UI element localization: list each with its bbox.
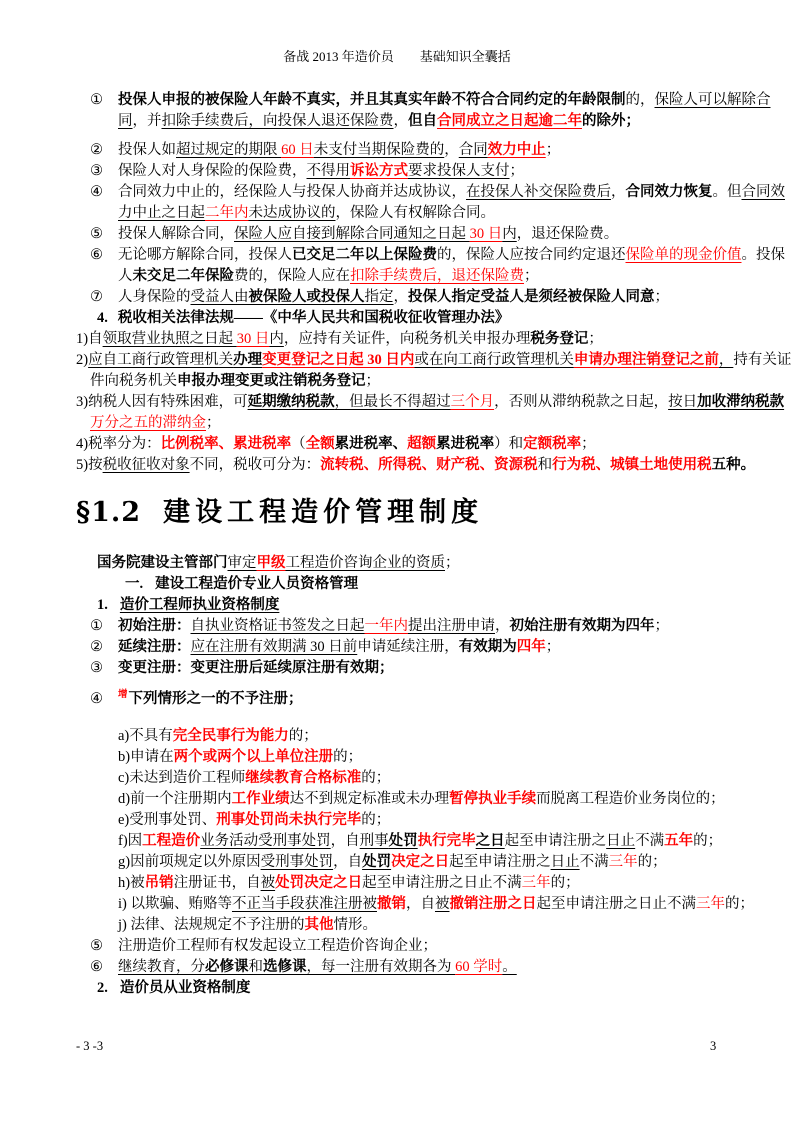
text-segment: 合同效力中止的，经保险人与投保人协商并达成协议，: [118, 184, 466, 200]
list-marker: ⑤: [90, 226, 103, 242]
text-segment: ，: [393, 289, 408, 305]
text-segment: 税收相关法律法规——《中华人民共和国税收征收管理办法》: [117, 310, 510, 326]
item-paren: [0, 329, 794, 350]
text-segment: 费的，保险人应在: [234, 268, 350, 284]
text-segment: 投保人解除合同，: [118, 226, 234, 242]
text-segment: 和: [248, 959, 263, 975]
text-segment: 的除外；: [582, 113, 640, 129]
text-segment: 一年内: [364, 618, 408, 634]
item-letter: [0, 768, 794, 789]
text-segment: 合同效力中止之日起: [118, 184, 785, 221]
item-letter: [0, 873, 794, 894]
text-segment: 内: [269, 331, 284, 347]
text-segment: 合同: [458, 142, 488, 158]
text-segment: 保险单的现金价值: [625, 247, 742, 263]
page-header: [0, 0, 794, 67]
text-segment: 30 日: [469, 226, 503, 242]
text-segment: ；: [365, 373, 380, 389]
text-segment: 三年: [695, 896, 725, 912]
text-segment: 投保人指定受益人是须经被保险人同意: [408, 289, 655, 305]
text-segment: 税率分为：: [88, 436, 161, 452]
text-segment: 三年: [608, 854, 638, 870]
text-segment: 。但: [712, 184, 742, 200]
text-segment: 办理: [233, 352, 263, 368]
text-segment: 的；: [550, 875, 580, 891]
text-segment: 四年: [516, 639, 546, 655]
text-segment: 不得用: [306, 163, 350, 179]
text-segment: ，应持有关证件，向税务机关申报办理: [283, 331, 531, 347]
text-segment: ，否则从滞纳税款之日起，: [494, 394, 669, 410]
item-circle: [0, 287, 794, 308]
text-segment: 有效期为: [458, 639, 517, 655]
footer-page-number: 3: [710, 1039, 717, 1053]
text-segment: 累进税率、: [334, 436, 408, 452]
list-marker: 一.: [125, 576, 144, 592]
list-marker: 4): [76, 436, 89, 452]
text-segment: 在投保人补交保险费后: [466, 184, 611, 200]
list-marker: ②: [90, 639, 103, 655]
item-circle: [0, 685, 794, 710]
item-circle: [0, 658, 794, 679]
text-segment: 业务活动受刑事处罚: [200, 833, 331, 849]
text-segment: 起至申请注册之日止不满: [536, 896, 696, 912]
text-segment: ，: [495, 618, 510, 634]
text-segment: 继续教育，分: [118, 959, 205, 975]
text-segment: ；: [445, 555, 460, 571]
text-segment: 定额税率: [523, 436, 582, 452]
text-segment: 必修课: [205, 959, 249, 975]
text-segment: 自: [88, 331, 103, 347]
text-segment: ；: [654, 289, 669, 305]
text-segment: 处罚: [388, 833, 418, 849]
text-segment: 工作业绩: [231, 791, 290, 807]
text-segment: 造价工程师执业资格制度: [119, 597, 280, 613]
text-segment: 下列情形之一的不予注册；: [128, 691, 303, 707]
list-marker: ⑥: [90, 247, 103, 263]
text-segment: 注册造价工程师有权发起设立工程造价咨询企业；: [118, 938, 437, 954]
text-segment: 被: [434, 896, 450, 912]
list-marker: i): [118, 896, 131, 912]
text-segment: 延续注册：: [118, 639, 191, 655]
text-segment: 的，保险人应按合同约定退还: [437, 247, 626, 263]
text-segment: ，: [718, 352, 734, 368]
list-marker: ④: [90, 691, 103, 707]
text-segment: 内: [502, 226, 517, 242]
text-segment: 或在向工商行政管理机关: [414, 352, 574, 368]
text-segment: 和: [537, 457, 553, 473]
text-segment: ，自: [330, 833, 360, 849]
text-segment: 日止: [606, 833, 636, 849]
text-segment: （: [291, 436, 306, 452]
text-segment: 而脱离工程造价业务岗位的；: [536, 791, 725, 807]
text-segment: 注册证书，自: [173, 875, 261, 891]
item-paren: [0, 350, 794, 392]
document-body: [0, 90, 794, 999]
text-segment: ，每一注册有效期各为: [306, 959, 456, 975]
text-segment: 受刑事处罚: [260, 854, 334, 870]
text-segment: 二年内: [205, 205, 249, 221]
heading-num: [0, 595, 794, 616]
list-marker: j): [118, 917, 131, 933]
text-segment: ，: [393, 113, 408, 129]
list-marker: 3): [76, 394, 89, 410]
text-segment: 的；: [361, 812, 391, 828]
text-segment: 扣除手续费后，退还保险费: [350, 268, 524, 284]
text-segment: 初始注册有效期为四年: [509, 618, 655, 634]
list-marker: ①: [90, 92, 103, 108]
text-segment: 投保人如: [118, 142, 176, 158]
text-segment: 领取营业执照之日起: [102, 331, 237, 347]
list-marker: 4.: [97, 310, 108, 326]
list-marker: ⑤: [90, 938, 103, 954]
list-marker: d): [118, 791, 131, 807]
text-segment: 起至申请注册之日止不满: [362, 875, 522, 891]
text-segment: 万分之五的滞纳金: [90, 415, 206, 431]
text-segment: 行为税、城镇土地使用税: [552, 457, 712, 473]
item-letter: [0, 831, 794, 852]
text-segment: 按日: [668, 394, 698, 410]
text-segment: ；: [206, 415, 221, 431]
text-segment: ，: [444, 142, 459, 158]
text-segment: 已交足二年以上保险费: [292, 247, 437, 263]
text-segment: 处罚决定之日: [275, 875, 363, 891]
text-segment: 要求投保人支付: [408, 163, 510, 179]
list-marker: c): [118, 770, 130, 786]
list-marker: 2): [76, 352, 89, 368]
text-segment: 工程造价咨询企业的资质: [285, 555, 445, 571]
text-segment: 累进税率: [436, 436, 495, 452]
text-segment: 申报办理变更或注销税务登记: [177, 373, 366, 389]
item-letter: [0, 915, 794, 936]
list-marker: 5): [76, 457, 89, 473]
text-segment: 完全民事行为能力: [172, 728, 289, 744]
text-segment: 撤销注册之日: [449, 896, 537, 912]
heading-num: [0, 978, 794, 999]
text-segment: ；: [545, 639, 561, 655]
text-segment: 60 学时: [455, 959, 503, 975]
text-segment: 执行完毕: [417, 833, 476, 849]
text-segment: 的；: [333, 749, 363, 765]
item-paren: [0, 392, 794, 434]
text-segment: ；: [654, 618, 669, 634]
text-segment: 受刑事处罚、: [129, 812, 217, 828]
text-segment: 税收征收对象: [102, 457, 190, 473]
text-segment: 诉讼方式: [350, 163, 408, 179]
list-marker: ⑦: [90, 289, 103, 305]
text-segment: ；: [545, 142, 561, 158]
text-segment: ，但最长不得超过: [334, 394, 451, 410]
text-segment: 的；: [724, 896, 754, 912]
item-circle: [0, 245, 794, 287]
text-segment: 增: [118, 690, 128, 700]
text-segment: 税务登记: [530, 331, 589, 347]
text-segment: 。: [502, 959, 517, 975]
text-segment: 的；: [693, 833, 723, 849]
text-segment: 的，: [625, 92, 655, 108]
text-segment: 全额: [305, 436, 335, 452]
text-segment: ；: [588, 331, 603, 347]
text-segment: 两个或两个以上单位注册: [173, 749, 334, 765]
text-segment: 变更注册：变更注册后延续原注册有效期；: [118, 660, 394, 676]
list-marker: §1.2: [76, 497, 142, 528]
text-segment: 被保险人或投保人: [248, 289, 365, 305]
text-segment: 申请在: [130, 749, 174, 765]
text-segment: 纳税人因有特殊困难，可: [88, 394, 248, 410]
text-segment: 比例税率、累进税率: [160, 436, 292, 452]
text-segment: 延期缴纳税款: [247, 394, 335, 410]
text-segment: 60 日: [281, 142, 314, 158]
text-segment: 未达到造价工程师: [129, 770, 246, 786]
text-segment: 申请办理注销登记之前: [573, 352, 719, 368]
text-segment: 初始注册：: [118, 618, 191, 634]
text-segment: 未达成协议的: [248, 205, 336, 221]
footer-left-page-label: - 3 -3: [76, 1039, 104, 1053]
text-segment: 处罚: [362, 854, 392, 870]
text-segment: 变更登记之日起 30 日内: [262, 352, 415, 368]
text-segment: ，自: [333, 854, 363, 870]
item-letter: [0, 852, 794, 873]
text-segment: 刑事: [359, 833, 389, 849]
text-segment: 情形。: [333, 917, 377, 933]
item-paren: [0, 455, 794, 476]
item-circle: [0, 182, 794, 224]
item-circle: [0, 616, 794, 637]
text-segment: 的；: [637, 854, 667, 870]
text-segment: 造价员从业资格制度: [119, 980, 251, 996]
text-segment: 甲级: [256, 555, 286, 571]
text-segment: 保险人可以解除合同: [118, 92, 771, 129]
text-segment: 合同成立之日起逾二年: [437, 113, 582, 129]
text-segment: 持有关证件向税务机关: [90, 352, 792, 389]
text-segment: 不满: [579, 854, 609, 870]
item-circle: [0, 936, 794, 957]
text-segment: 暂停执业手续: [449, 791, 537, 807]
text-segment: 因前项规定以外原因: [130, 854, 261, 870]
text-segment: ，退还保险费。: [516, 226, 619, 242]
text-segment: 不具有: [129, 728, 173, 744]
text-segment: 的；: [361, 770, 391, 786]
text-segment: 不正当手段获准注册被: [231, 896, 377, 912]
text-segment: 五年: [664, 833, 694, 849]
item-circle: [0, 957, 794, 978]
list-marker: 1): [76, 331, 89, 347]
text-segment: ，保险人有权解除合同。: [335, 205, 495, 221]
text-segment: 申请延续注册，: [357, 639, 459, 655]
text-segment: 刑事处罚尚未执行完毕: [216, 812, 362, 828]
text-segment: 未支付当期保险费的: [313, 142, 445, 158]
item-letter: [0, 789, 794, 810]
text-segment: 30 日: [236, 331, 270, 347]
text-segment: 以欺骗、贿赂等: [130, 896, 232, 912]
text-segment: 国务院建设主管部门: [97, 555, 228, 571]
text-segment: 保险人对人身保险的保险费，: [118, 163, 307, 179]
text-segment: 不同，税收可分为：: [189, 457, 321, 473]
item-circle: [0, 637, 794, 658]
text-segment: 其他: [304, 917, 334, 933]
list-marker: h): [118, 875, 131, 891]
text-segment: 投保人申报的被保险人年龄不真实，并且其真实年龄不符合合同约定的年龄限制: [118, 92, 626, 108]
text-segment: 审定: [227, 555, 257, 571]
header-title: 备战 2013 年造价员 基础知识全囊括: [283, 49, 511, 64]
text-segment: 加收滞纳税款: [697, 394, 785, 410]
text-segment: 决定之日: [391, 854, 450, 870]
text-segment: 效力中止: [487, 142, 546, 158]
list-marker: e): [118, 812, 130, 828]
text-segment: 五种。: [711, 457, 756, 473]
text-segment: 应在注册有效期满 30 日前: [190, 639, 358, 655]
section-para: [0, 553, 794, 574]
text-segment: 。投保人: [118, 247, 785, 284]
text-segment: 选修课: [263, 959, 307, 975]
text-segment: 起至申请注册之: [504, 833, 607, 849]
list-marker: ②: [90, 142, 103, 158]
text-segment: 三年: [521, 875, 551, 891]
text-segment: 指定: [364, 289, 394, 305]
text-segment: ；: [524, 268, 539, 284]
list-marker: ①: [90, 618, 103, 634]
text-segment: 提出注册申请: [408, 618, 495, 634]
item-circle: [0, 90, 794, 132]
item-circle: [0, 161, 794, 182]
text-segment: 自执业资格证书签发之日起: [190, 618, 365, 634]
list-marker: f): [118, 833, 128, 849]
item-circle: [0, 140, 794, 161]
text-segment: 按: [88, 457, 103, 473]
text-segment: 应自工商行政管理机关: [88, 352, 234, 368]
text-segment: 扣除手续费后，向投保人退还保险费: [161, 113, 394, 129]
text-segment: 法律、法规规定不予注册的: [130, 917, 305, 933]
text-segment: 被: [130, 875, 145, 891]
text-segment: 保险人应自接到解除合同通知之日起: [234, 226, 470, 242]
text-segment: 超过规定的期限: [176, 142, 282, 158]
list-marker: ③: [90, 163, 103, 179]
text-segment: 日止: [550, 854, 580, 870]
list-marker: g): [118, 854, 131, 870]
text-segment: 超额: [407, 436, 437, 452]
text-segment: 流转税、所得税、财产税、资源税: [320, 457, 538, 473]
item-circle: [0, 224, 794, 245]
text-segment: 但自: [408, 113, 437, 129]
text-segment: ；: [509, 163, 524, 179]
text-segment: 的；: [288, 728, 318, 744]
text-segment: 三个月: [450, 394, 495, 410]
list-marker: 2.: [97, 980, 108, 996]
section-title: [0, 494, 794, 532]
item-paren: [0, 434, 794, 455]
text-segment: 建设工程造价专业人员资格管理: [155, 576, 359, 592]
text-segment: 起至申请注册之: [449, 854, 551, 870]
text-segment: 未交足二年保险: [132, 268, 234, 284]
text-segment: 吊销: [144, 875, 174, 891]
text-segment: 受益人由: [190, 289, 249, 305]
item-letter: [0, 747, 794, 768]
text-segment: 合同效力恢复: [625, 184, 713, 200]
list-marker: 1.: [97, 597, 108, 613]
text-segment: 工程造价: [142, 833, 201, 849]
section-title-text: 建设工程造价管理制度: [163, 497, 484, 528]
text-segment: 前一个注册期内: [130, 791, 232, 807]
text-segment: 被: [260, 875, 276, 891]
list-marker: b): [118, 749, 131, 765]
text-segment: ，并: [132, 113, 162, 129]
text-segment: 无论哪方解除合同，投保人: [118, 247, 292, 263]
list-marker: a): [118, 728, 130, 744]
text-segment: 人身保险的: [118, 289, 191, 305]
list-marker: ③: [90, 660, 103, 676]
text-segment: ）和: [494, 436, 524, 452]
text-segment: 不满: [635, 833, 665, 849]
sub-heading: [0, 308, 794, 329]
text-segment: ；: [581, 436, 596, 452]
text-segment: 因: [127, 833, 143, 849]
item-letter: [0, 726, 794, 747]
text-segment: 之日: [475, 833, 505, 849]
list-marker: ④: [90, 184, 103, 200]
list-marker: ⑥: [90, 959, 103, 975]
item-letter: [0, 810, 794, 831]
text-segment: 继续教育合格标准: [245, 770, 362, 786]
heading-one: [0, 574, 794, 595]
text-segment: ，自: [405, 896, 435, 912]
text-segment: ，: [611, 184, 626, 200]
text-segment: 达不到规定标准或未办理: [289, 791, 450, 807]
text-segment: 撤销: [376, 896, 406, 912]
item-letter: [0, 894, 794, 915]
